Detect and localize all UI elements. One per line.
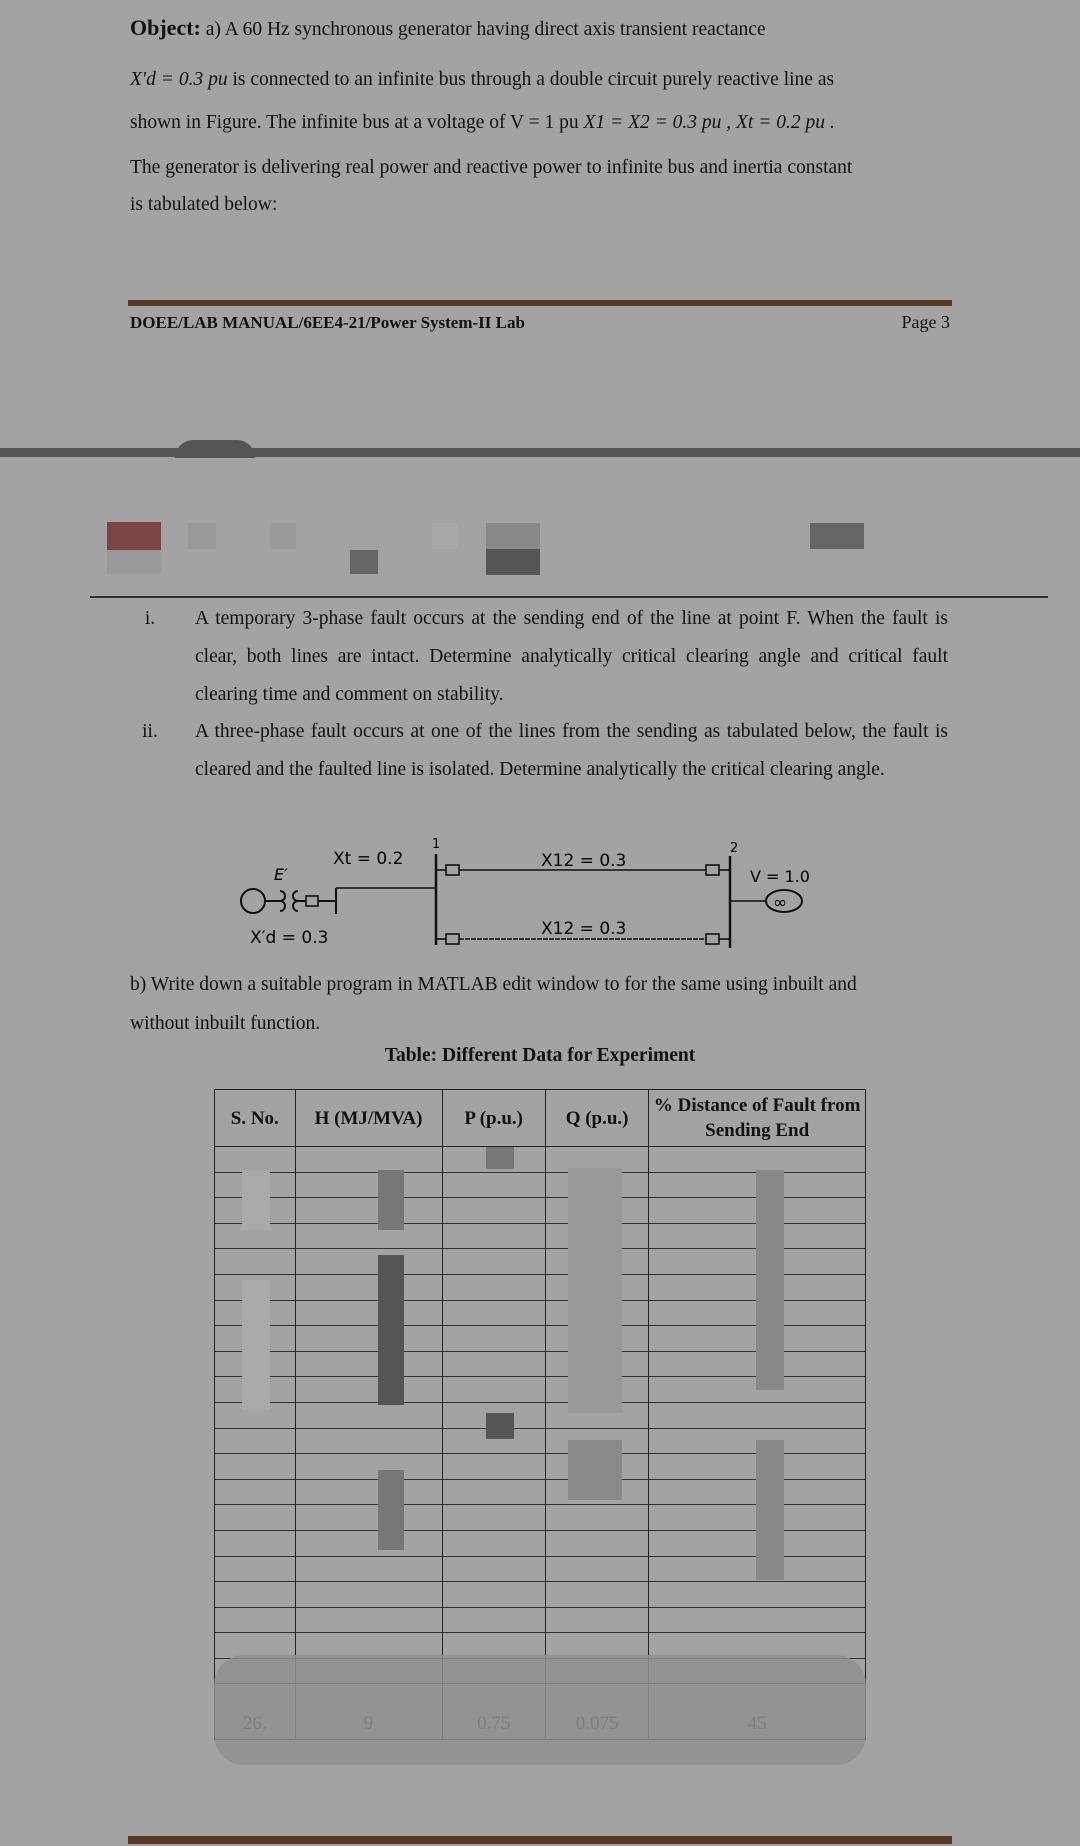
table-row: [215, 1607, 866, 1633]
table-cell: [295, 1556, 442, 1582]
table-cell: [442, 1530, 545, 1556]
table-caption: Table: Different Data for Experiment: [384, 1045, 696, 1066]
table-cell: [442, 1223, 545, 1249]
bus1-label: 1: [432, 837, 441, 852]
part-b-line-1: b) Write down a suitable program in MATLAB edit window to for the same using inbuilt and: [130, 974, 857, 995]
table-cell: [442, 1582, 545, 1608]
xd-math: X′d = 0.3 pu: [130, 69, 228, 90]
transformer-symbol: [280, 891, 298, 911]
table-row: [215, 1147, 866, 1173]
page-separator: [0, 448, 1080, 457]
footer-rule: [128, 300, 952, 306]
table-cell: [215, 1147, 296, 1173]
table-cell: [442, 1479, 545, 1505]
object-label: Object:: [130, 15, 201, 40]
list-item: i. A temporary 3-phase fault occurs at the sending end of the line at point F. When the fault is clear, both lines are intact. Determine analytically critical clearing angle and critical fault clearing time and comment on stability.: [144, 608, 948, 705]
table-cell: [295, 1505, 442, 1531]
table-cell: [649, 1402, 866, 1428]
redacted-cell-block: [568, 1440, 622, 1500]
table-cell: [295, 1402, 442, 1428]
table-cell: [442, 1351, 545, 1377]
object-line-4: The generator is delivering real power and reactive power to infinite bus and inertia constant: [130, 157, 853, 178]
table-cell: [649, 1582, 866, 1608]
xt-label: Xt = 0.2: [333, 849, 404, 869]
bottom-rule: [128, 1836, 952, 1844]
redacted-cell-block: [486, 1413, 514, 1439]
breaker-symbol: [706, 865, 719, 875]
table-cell: [442, 1300, 545, 1326]
generator-symbol: [241, 889, 265, 913]
x12-bottom-label: X12 = 0.3: [541, 919, 627, 939]
object-line-2: X′d = 0.3 pu is connected to an infinite bus through a double circuit purely reactive line as: [130, 69, 835, 90]
col-header-distance: % Distance of Fault from Sending End: [649, 1090, 866, 1147]
object-line-3: shown in Figure. The infinite bus at a voltage of V = 1 pu X1 = X2 = 0.3 pu , Xt = 0.2 pu .: [130, 112, 835, 133]
table-cell: [442, 1198, 545, 1224]
circuit-diagram: [240, 830, 840, 960]
breaker-symbol: [446, 934, 459, 944]
redacted-header-block: [810, 523, 864, 549]
redacted-cell-block: [378, 1255, 404, 1405]
table-cell: [442, 1505, 545, 1531]
part-b-line-2: without inbuilt function.: [130, 1013, 321, 1034]
table-cell: [295, 1530, 442, 1556]
table-cell: [295, 1479, 442, 1505]
table-cell: [545, 1505, 648, 1531]
table-row: [215, 1402, 866, 1428]
infinity-icon: ∞: [773, 893, 788, 913]
table-cell: [442, 1274, 545, 1300]
header-rule: [90, 596, 1048, 598]
breaker-symbol: [706, 934, 719, 944]
redacted-header-block: [432, 523, 458, 549]
page-smudge: [175, 440, 255, 458]
footer-manual-id: DOEE/LAB MANUAL/6EE4-21/Power System-II Lab: [130, 313, 525, 332]
table-cell: [295, 1249, 442, 1275]
col-header-p: P (p.u.): [442, 1090, 545, 1147]
table-cell: [215, 1530, 296, 1556]
redacted-header-block: [486, 523, 540, 549]
redacted-cell-block: [756, 1170, 784, 1390]
table-cell: [545, 1607, 648, 1633]
col-header-h: H (MJ/MVA): [295, 1090, 442, 1147]
table-cell: [295, 1377, 442, 1403]
redacted-cell-block: [486, 1147, 514, 1169]
table-cell: [215, 1582, 296, 1608]
breaker-symbol: [306, 896, 318, 906]
xd-label: X′d = 0.3: [250, 928, 329, 948]
table-cell: [442, 1607, 545, 1633]
footer-page-number: Page 3: [901, 312, 950, 332]
bus2-label: 2: [730, 841, 739, 856]
table-cell: [215, 1556, 296, 1582]
redacted-cell-block: [242, 1280, 270, 1410]
list-item: ii. A three-phase fault occurs at one of the lines from the sending as tabulated below, the fault is cleared and the faulted line is isolated. Determine analytically the critical clearing angle.: [142, 721, 948, 780]
table-row: [215, 1582, 866, 1608]
table-cell: [295, 1300, 442, 1326]
v-label: V = 1.0: [750, 867, 810, 886]
table-cell: [215, 1607, 296, 1633]
breaker-symbol: [446, 865, 459, 875]
table-cell: [442, 1172, 545, 1198]
table-cell: [442, 1249, 545, 1275]
col-header-sno: S. No.: [215, 1090, 296, 1147]
redacted-cell-block: [378, 1470, 404, 1550]
redacted-header-block: [107, 522, 161, 550]
table-cell: [295, 1274, 442, 1300]
table-cell: [215, 1454, 296, 1480]
redacted-header-block: [350, 550, 378, 574]
table-cell: [215, 1479, 296, 1505]
table-cell: [649, 1147, 866, 1173]
table-cell: [545, 1556, 648, 1582]
table-cell: [295, 1198, 442, 1224]
redacted-cell-block: [242, 1170, 270, 1230]
table-cell: [295, 1351, 442, 1377]
table-cell: [215, 1428, 296, 1454]
table-cell: [649, 1607, 866, 1633]
table-cell: [215, 1249, 296, 1275]
col-header-q: Q (p.u.): [545, 1090, 648, 1147]
redacted-header-block: [486, 549, 540, 575]
redacted-cell-block: [568, 1168, 622, 1413]
redacted-cell-block: [214, 1655, 866, 1765]
table-cell: [442, 1556, 545, 1582]
table-cell: [295, 1454, 442, 1480]
redacted-cell-block: [378, 1170, 404, 1230]
object-line-5: is tabulated below:: [130, 194, 278, 215]
table-cell: [545, 1582, 648, 1608]
redacted-header-block: [270, 523, 296, 549]
table-cell: [295, 1223, 442, 1249]
table-cell: [295, 1582, 442, 1608]
table-cell: [442, 1377, 545, 1403]
redacted-header-block: [107, 550, 161, 574]
table-cell: [545, 1530, 648, 1556]
table-cell: [295, 1147, 442, 1173]
table-cell: [295, 1172, 442, 1198]
table-cell: [295, 1607, 442, 1633]
redacted-cell-block: [756, 1440, 784, 1580]
table-cell: [215, 1505, 296, 1531]
table-cell: [295, 1428, 442, 1454]
table-cell: [442, 1326, 545, 1352]
object-line-1: Object: a) A 60 Hz synchronous generator having direct axis transient reactance: [130, 15, 766, 40]
redacted-header-block: [188, 523, 216, 549]
x12-top-label: X12 = 0.3: [541, 851, 627, 871]
e-label: E′: [274, 865, 288, 884]
x-values-math: X1 = X2 = 0.3 pu , Xt = 0.2 pu .: [583, 112, 835, 133]
table-cell: [295, 1326, 442, 1352]
table-cell: [442, 1454, 545, 1480]
